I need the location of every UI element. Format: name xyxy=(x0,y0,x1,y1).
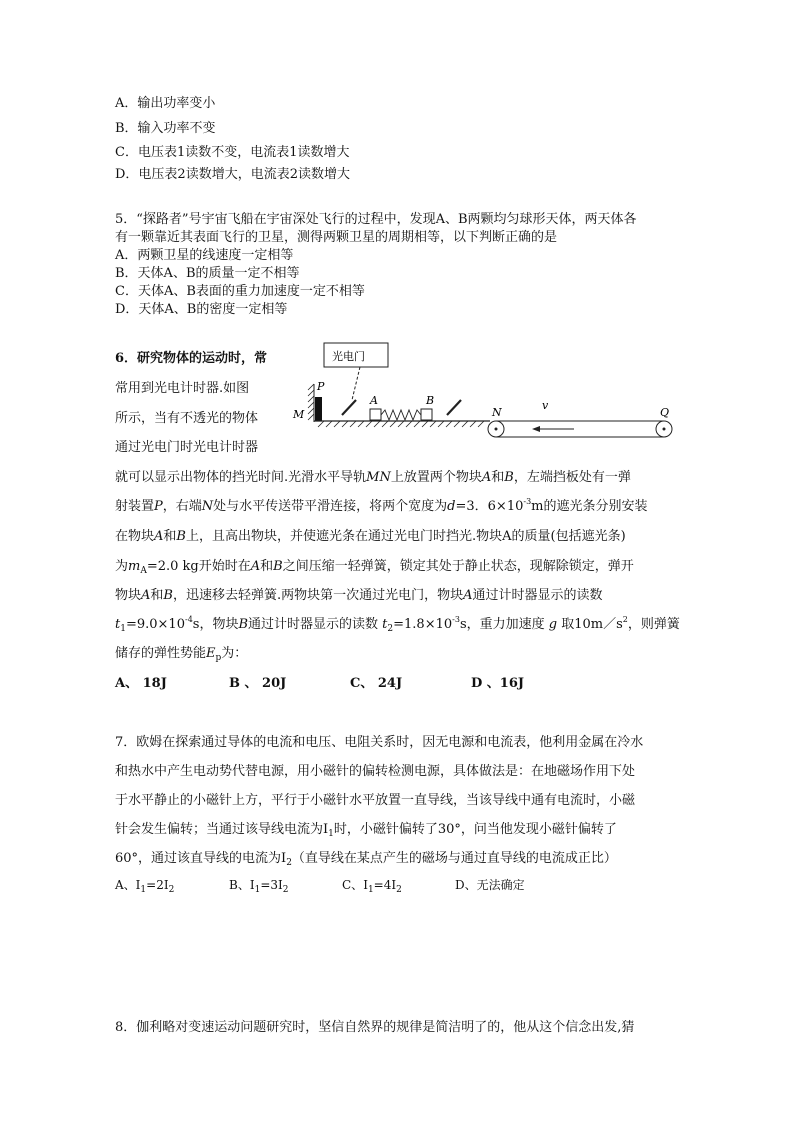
q7-stem-line4: 针会发生偏转；当通过该导线电流为$I_1$时，小磁针偏转了30°，问当他发现小磁针偏转了 xyxy=(115,822,617,839)
q6-stem-line3: 所示，当有不透光的物体 xyxy=(115,411,259,426)
block-b xyxy=(421,409,432,420)
block-a xyxy=(370,409,381,420)
q7-stem-line3: 于水平静止的小磁针上方，平行于小磁针水平放置一直导线，当该导线中通有电流时，小磁 xyxy=(115,793,636,808)
q6-text-line7: 在物块A和B上，且高出物块，并使遮光条在通过光电门时挡光.物块A的质量(包括遮光条) xyxy=(115,529,626,544)
q6-option-a: A、 18J xyxy=(115,676,167,691)
label-a: A xyxy=(370,394,378,407)
q7-stem-line5: 60°，通过该直导线的电流为$I_2$（直导线在某点产生的磁场与通过直导线的电流成正比） xyxy=(115,851,617,868)
launcher-p xyxy=(315,397,322,421)
q6-stem-line1: 6．研究物体的运动时，常 xyxy=(115,351,268,366)
q7-stem-line1: 7．欧姆在探索通过导体的电流和电压、电阻关系时，因无电源和电流表，他利用金属在冷水 xyxy=(115,735,644,750)
q7-option-a: A、$I_1=2I_2$ xyxy=(115,878,175,895)
q4-option-c: C．电压表1读数不变，电流表1读数增大 xyxy=(115,145,350,160)
label-v: v xyxy=(542,399,549,412)
photogate-beam xyxy=(352,367,360,400)
photogate-diagram xyxy=(280,340,680,450)
q7-option-c: C、$I_1=4I_2$ xyxy=(342,878,402,895)
gate-slat-right xyxy=(447,400,461,415)
left-wall-hatch xyxy=(308,384,314,420)
q5-option-c: C．天体A、B表面的重力加速度一定不相等 xyxy=(115,284,365,299)
q6-option-d: D 、16J xyxy=(471,676,525,691)
q6-stem-line2: 常用到光电计时器.如图 xyxy=(115,381,250,396)
q6-text-line10: $t_1=9.0\times 10^{-4}s$，物块B通过计时器显示的读数 $t_2=1.8\times 10^{-3}s$，重力加速度 g 取$10m/s^2$，则弹簧 xyxy=(115,615,680,634)
label-n: N xyxy=(492,406,502,419)
q7-stem-line2: 和热水中产生电动势代替电源，用小磁针的偏转检测电源，具体做法是：在地磁场作用下处 xyxy=(115,764,636,779)
q5-option-d: D．天体A、B的密度一定相等 xyxy=(115,302,288,317)
q6-text-line11: 储存的弹性势能$E_p$为： xyxy=(115,646,248,663)
label-q: Q xyxy=(660,406,670,419)
q6-option-c: C、 24J xyxy=(350,676,403,691)
q5-option-b: B．天体A、B的质量一定不相等 xyxy=(115,266,300,281)
label-b: B xyxy=(426,394,435,407)
q7-option-b: B、$I_1=3I_2$ xyxy=(229,878,289,895)
q6-stem-line4: 通过光电门时光电计时器 xyxy=(115,440,259,455)
q7-option-d: D、无法确定 xyxy=(455,878,525,892)
q6-text-line6: 射装置P，右端N处与水平传送带平滑连接，将两个宽度为d=3．$6\times 10^{-3}m$的遮光条分别安装 xyxy=(115,497,648,514)
q8-stem-line1: 8．伽利略对变速运动问题研究时，坚信自然界的规律是简洁明了的，他从这个信念出发,猜 xyxy=(115,1020,635,1035)
q5-stem-line1: 5．“探路者”号宇宙飞船在宇宙深处飞行的过程中，发现A、B两颗均匀球形天体，两天体各 xyxy=(115,212,637,227)
gate-slat-left xyxy=(342,400,356,415)
label-m: M xyxy=(293,408,305,421)
q6-text-line5: 就可以显示出物体的挡光时间.光滑水平导轨MN上放置两个物块A和B，左端挡板处有一弹 xyxy=(115,470,631,485)
q5-option-a: A．两颗卫星的线速度一定相等 xyxy=(115,248,294,263)
q4-option-b: B．输入功率不变 xyxy=(115,121,216,136)
q5-stem-line2: 有一颗靠近其表面飞行的卫星，测得两颗卫星的周期相等，以下判断正确的是 xyxy=(115,230,558,245)
q6-option-b: B 、 20J xyxy=(229,676,287,691)
label-p: P xyxy=(317,380,325,393)
q6-text-line9: 物块A和B，迅速移去轻弹簧.两物块第一次通过光电门，物块A通过计时器显示的读数 xyxy=(115,588,603,603)
q4-option-d: D．电压表2读数增大，电流表2读数增大 xyxy=(115,167,350,182)
q4-option-a: A．输出功率变小 xyxy=(115,96,216,111)
track-hatch xyxy=(318,421,484,427)
q6-text-line8: 为$m_A=2.0$ kg开始时在A和B之间压缩一轻弹簧，锁定其处于静止状态，现解除锁定，弹开 xyxy=(115,559,634,576)
spring xyxy=(381,410,421,420)
photogate-label: 光电门 xyxy=(332,350,365,363)
